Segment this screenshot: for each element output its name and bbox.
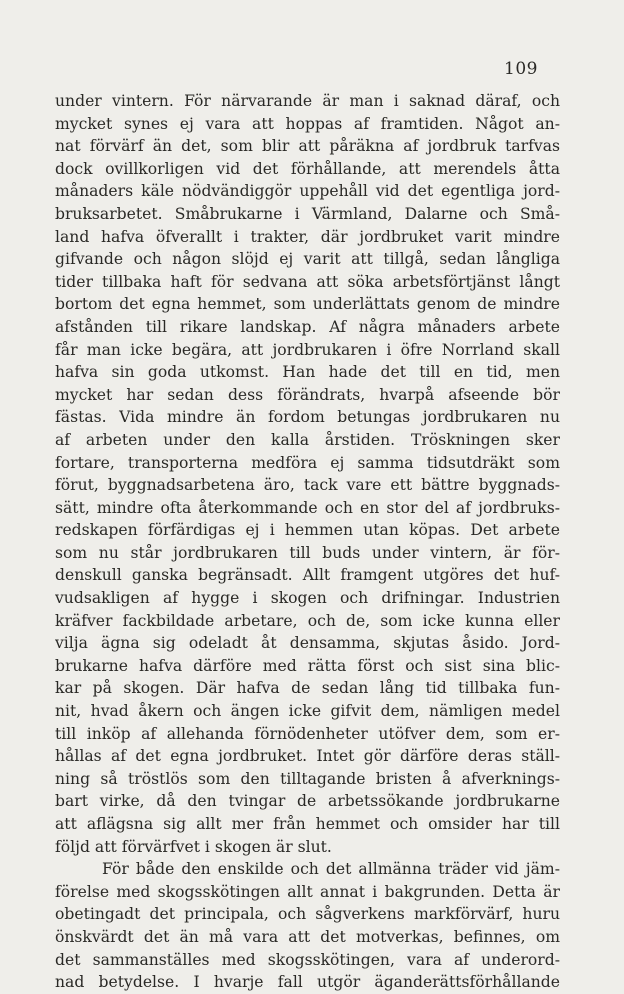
text-line: önskvärdt det än må vara att det motverkas, befinnes, om <box>55 927 560 946</box>
text-line: fästas. Vida mindre än fordom betungas jordbrukaren nu <box>55 408 560 427</box>
text-line: gifvande och någon slöjd ej varit att tillgå, sedan långliga <box>55 250 560 269</box>
text-line: land hafva öfverallt i trakter, där jordbruket varit mindre <box>55 227 560 246</box>
text-line: redskapen förfärdigas ej i hemmen utan köpas. Det arbete <box>55 521 560 540</box>
paragraph <box>55 858 560 994</box>
text-line: nad betydelse. I hvarje fall utgör äganderättsförhållande <box>55 973 560 992</box>
text-line: afstånden till rikare landskap. Af några månaders arbete <box>55 317 560 336</box>
text-line: tider tillbaka haft för sedvana att söka arbetsförtjänst långt <box>55 272 560 291</box>
text-line: förelse med skogsskötingen allt annat i bakgrunden. Detta är <box>55 882 560 901</box>
text-line: mycket har sedan dess förändrats, hvarpå afseende bör <box>55 385 560 404</box>
text-line: brukarne hafva därföre med rätta först och sist sina blic- <box>55 656 560 675</box>
text-line: nit, hvad åkern och ängen icke gifvit dem, nämligen medel <box>55 702 560 721</box>
text-line: att aflägsna sig allt mer från hemmet och omsider har till <box>55 815 560 833</box>
text-line: mycket synes ej vara att hoppas af framtiden. Något an- <box>55 114 560 133</box>
paragraph <box>55 90 560 858</box>
text-line: fortare, transporterna medföra ej samma tidsutdräkt som <box>55 453 560 472</box>
body-text <box>55 90 560 994</box>
text-line: nat förvärf än det, som blir att påräkna af jordbruk tarfvas <box>55 137 560 156</box>
text-line: månaders käle nödvändiggör uppehåll vid det egentliga jord- <box>55 182 560 201</box>
text-line: af arbeten under den kalla årstiden. Tröskningen sker <box>55 430 560 449</box>
text-line: vilja ägna sig odeladt åt densamma, skjutas åsido. Jord- <box>55 634 560 653</box>
text-line: hållas af det egna jordbruket. Intet gör därföre deras ställ- <box>55 747 560 766</box>
page-number: 109 <box>504 59 538 79</box>
text-line: sätt, mindre ofta återkommande och en stor del af jordbruks- <box>55 498 560 517</box>
text-line: följd att förvärfvet i skogen är slut. <box>55 837 332 856</box>
text-line: till inköp af allehanda förnödenheter utöfver dem, som er- <box>55 724 560 743</box>
text-line: obetingadt det principala, och sågverkens markförvärf, huru <box>55 905 560 924</box>
text-line: vudsakligen af hygge i skogen och drifningar. Industrien <box>55 589 560 608</box>
text-line: det sammanställes med skogsskötingen, vara af underord- <box>55 950 560 969</box>
text-line: ning så tröstlös som den tilltagande bristen å afverknings- <box>55 769 560 788</box>
text-line: som nu står jordbrukaren till buds under vintern, är för- <box>55 543 560 562</box>
text-line: får man icke begära, att jordbrukaren i öfre Norrland skall <box>55 340 560 359</box>
text-line: För både den enskilde och det allmänna träder vid jäm- <box>102 860 560 879</box>
text-line: förut, byggnadsarbetena äro, tack vare ett bättre byggnads- <box>55 476 560 495</box>
text-line: hafva sin goda utkomst. Han hade det till en tid, men <box>55 363 560 382</box>
text-line: dock ovillkorligen vid det förhållande, att merendels åtta <box>55 159 560 178</box>
text-line: under vintern. För närvarande är man i saknad däraf, och <box>55 92 560 110</box>
text-line: bortom det egna hemmet, som underlättats genom de mindre <box>55 295 560 314</box>
text-line: kräfver fackbildade arbetare, och de, som icke kunna eller <box>55 611 560 630</box>
text-line: bruksarbetet. Småbrukarne i Värmland, Dalarne och Små- <box>55 204 560 223</box>
text-line: kar på skogen. Där hafva de sedan lång tid tillbaka fun- <box>55 679 560 698</box>
text-line: bart virke, då den tvingar de arbetssökande jordbrukarne <box>55 792 560 811</box>
text-line: denskull ganska begränsadt. Allt framgent utgöres det huf- <box>55 566 560 585</box>
